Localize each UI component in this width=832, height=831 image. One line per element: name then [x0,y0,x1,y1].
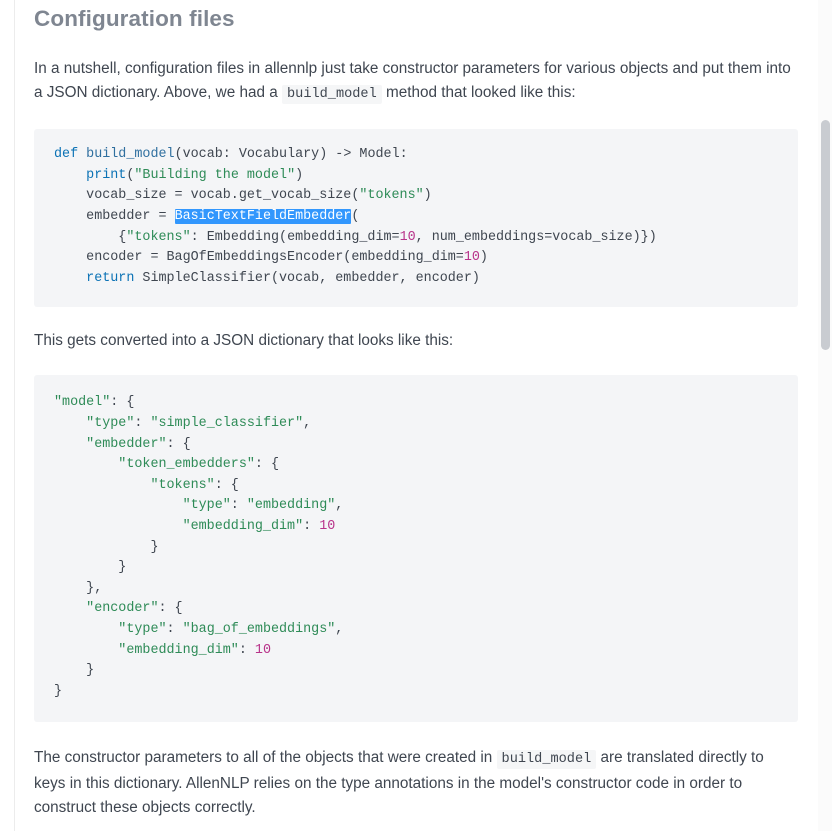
json-l6-comma: , [335,498,344,514]
python-line4-a: embedder = [86,209,175,225]
json-value-10-a: 10 [319,518,336,534]
intro-paragraph [34,57,798,107]
python-builtin-print: print [86,167,127,183]
python-line7-rest: SimpleClassifier(vocab, embedder, encoder) [134,270,480,286]
json-key-model: "model" [54,395,111,411]
python-function-name: build_model [86,147,175,163]
json-l3-colon-brace: : { [166,436,191,452]
json-l4-colon-brace: : { [254,457,280,473]
python-line1-end: : [399,147,408,163]
json-l12-comma: , [335,621,344,637]
python-line5-c: , num_embeddings=vocab_size)}) [415,229,657,245]
left-gutter [0,0,15,831]
json-value-simple-classifier: "simple_classifier" [150,416,304,431]
python-line5-b: : Embedding(embedding_dim= [190,229,400,245]
json-key-encoder: "encoder" [86,601,159,617]
python-keyword-return: return [86,270,135,286]
python-line1-colon: : [222,147,231,163]
json-code-block[interactable]: "model": { "type": "simple_classifier", "embedder": { "token_embedders": { "tokens": { "type": "embedding", "embedding_dim": 10 } } }, "encoder": { "type": "bag_of_embeddings", "embedding_dim": 10 } } [34,375,798,722]
json-l10-close-comma: }, [86,580,103,596]
python-type-model: Model [359,147,400,163]
inline-code-build-model: build_model [282,85,382,104]
scrollbar-thumb[interactable] [821,120,830,350]
json-value-10-b: 10 [254,642,271,658]
python-line6-b: ) [479,250,488,266]
json-key-tokens: "tokens" [150,477,215,493]
vertical-scrollbar[interactable] [818,0,832,831]
json-key-token-embedders: "token_embedders" [118,457,255,473]
python-line6-a: encoder = BagOfEmbeddingsEncoder(embedding_dim= [86,250,464,266]
python-line3-b: ) [423,188,432,204]
json-l14-close: } [86,663,95,679]
json-key-type-1: "type" [86,416,135,431]
json-l11-colon-brace: : { [158,601,183,617]
python-line1-args: (vocab [174,147,223,163]
json-l15-close: } [54,683,63,699]
python-keyword-def: def [54,147,79,163]
outro-text-part2: are translated directly to keys in this dictionary. AllenNLP relies on the type annotations in the model's constructor code in order to construct these objects correctly. [34,749,764,817]
document-content [34,0,798,820]
python-line1-arrow: ) -> [319,147,360,163]
selected-text-basic-text-field-embedder[interactable]: BasicTextFieldEmbedder [174,209,352,225]
json-key-embedding-dim-1: "embedding_dim" [182,518,304,534]
json-key-type-3: "type" [118,621,167,637]
json-key-type-2: "type" [182,498,231,514]
inline-code-build-model-2: build_model [497,750,597,769]
python-string-tokens: "tokens" [359,188,424,204]
json-l9-close: } [118,560,127,576]
python-code-block[interactable]: def build_model(vocab: Vocabulary) -> Model: print("Building the model") vocab_size = vocab.get_vocab_size("tokens") embedder = BasicTextFieldEmbedder( {"tokens": Embedding(embedding_dim=10, num_embeddings=vocab_size)}) encoder = BagOfEmbeddingsEncoder(embedding_dim=10) return SimpleClassifier(vocab, embedder, encoder) [34,129,798,307]
json-key-embedding-dim-2: "embedding_dim" [118,642,239,658]
json-key-embedder: "embedder" [86,436,167,452]
json-l1-rest: : { [110,395,135,411]
python-string-building-model: "Building the model" [134,167,296,183]
converted-paragraph: This gets converted into a JSON dictionary that looks like this: [34,332,454,350]
python-string-tokens-key: "tokens" [126,229,191,245]
python-number-10-a: 10 [399,229,416,245]
python-type-vocabulary: Vocabulary [230,147,320,163]
json-l2-comma: , [303,416,312,431]
python-number-10-b: 10 [463,250,480,266]
python-line3-a: vocab_size = vocab.get_vocab_size( [86,188,360,204]
python-line5-a: { [118,229,127,245]
intro-text-part2: method that looked like this: [381,84,576,102]
json-l5-colon-brace: : { [214,477,239,493]
page-title: Configuration files [34,6,235,31]
outro-paragraph [34,746,798,820]
json-l8-close: } [150,539,159,555]
python-line4-b: ( [351,209,360,225]
json-value-embedding: "embedding" [246,498,336,514]
outro-text-part1: The constructor parameters to all of the objects that were created in [34,749,497,767]
intro-text-part1: In a nutshell, configuration files in allennlp just take constructor parameters for various objects and put them into a JSON dictionary. Above, we had a [34,60,791,102]
json-value-bag-of-embeddings: "bag_of_embeddings" [182,621,336,637]
